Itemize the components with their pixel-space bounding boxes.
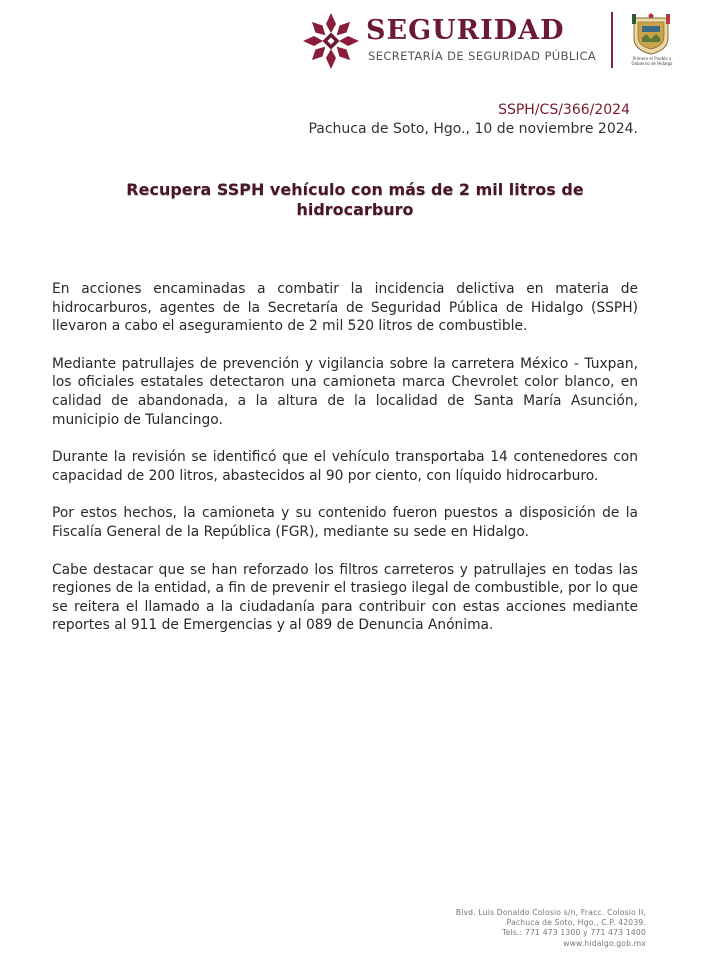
footer-contact <box>366 908 646 949</box>
footer-website: www.hidalgo.gob.mx <box>563 938 646 948</box>
body-paragraph: Cabe destacar que se han reforzado los filtros carreteros y patrullajes en todas las regiones de la entidad, a fin de prevenir el trasiego ilegal de combustible, por lo que se reitera el llamado a la ciudadanía para contribuir con estas acciones mediante reportes al 911 de Emergencias y al 089 de Denuncia Anónima. <box>52 561 638 634</box>
reference-code: SSPH/CS/366/2024 <box>498 102 630 118</box>
place-date: Pachuca de Soto, Hgo., 10 de noviembre 2024. <box>308 121 638 137</box>
footer-phones: Tels.: 771 473 1300 y 771 473 1400 <box>502 928 646 938</box>
org-subtitle: SECRETARÍA DE SEGURIDAD PÚBLICA <box>368 49 597 63</box>
body-paragraph: Por estos hechos, la camioneta y su contenido fueron puestos a disposición de la Fiscalía General de la República (FGR), mediante su sede en Hidalgo. <box>52 505 638 540</box>
security-flower-logo-icon <box>302 12 360 70</box>
footer-address-line1: Blvd. Luis Donaldo Colosio s/n, Fracc. Colosio II, <box>455 908 646 917</box>
body-paragraph: Durante la revisión se identificó que el vehículo transportaba 14 contenedores con capacidad de 200 litros, abastecidos al 90 por ciento, con líquido hidrocarburo. <box>52 449 638 484</box>
body-paragraph: Mediante patrullajes de prevención y vigilancia sobre la carretera México - Tuxpan, los oficiales estatales detectaron una camioneta marca Chevrolet color blanco, en calidad de abandonada, a la altura de la localidad de Santa María Asunción, municipio de Tulancingo. <box>52 355 638 428</box>
press-release-title: Recupera SSPH vehículo con más de 2 mil litros de hidrocarburo <box>126 180 584 219</box>
letterhead <box>300 12 680 70</box>
press-release-body <box>52 280 638 654</box>
org-name: SEGURIDAD <box>366 15 565 46</box>
header-divider <box>611 12 613 68</box>
footer-address-line2: Pachuca de Soto, Hgo., C.P. 42039. <box>506 918 646 928</box>
crest-caption: Primero el Pueblo y Gobierno de Hidalgo <box>631 56 673 66</box>
body-paragraph: En acciones encaminadas a combatir la incidencia delictiva en materia de hidrocarburos, agentes de la Secretaría de Seguridad Pública de Hidalgo (SSPH) llevaron a cabo el aseguramiento de 2 mil 520 litros de combustible. <box>52 281 638 335</box>
